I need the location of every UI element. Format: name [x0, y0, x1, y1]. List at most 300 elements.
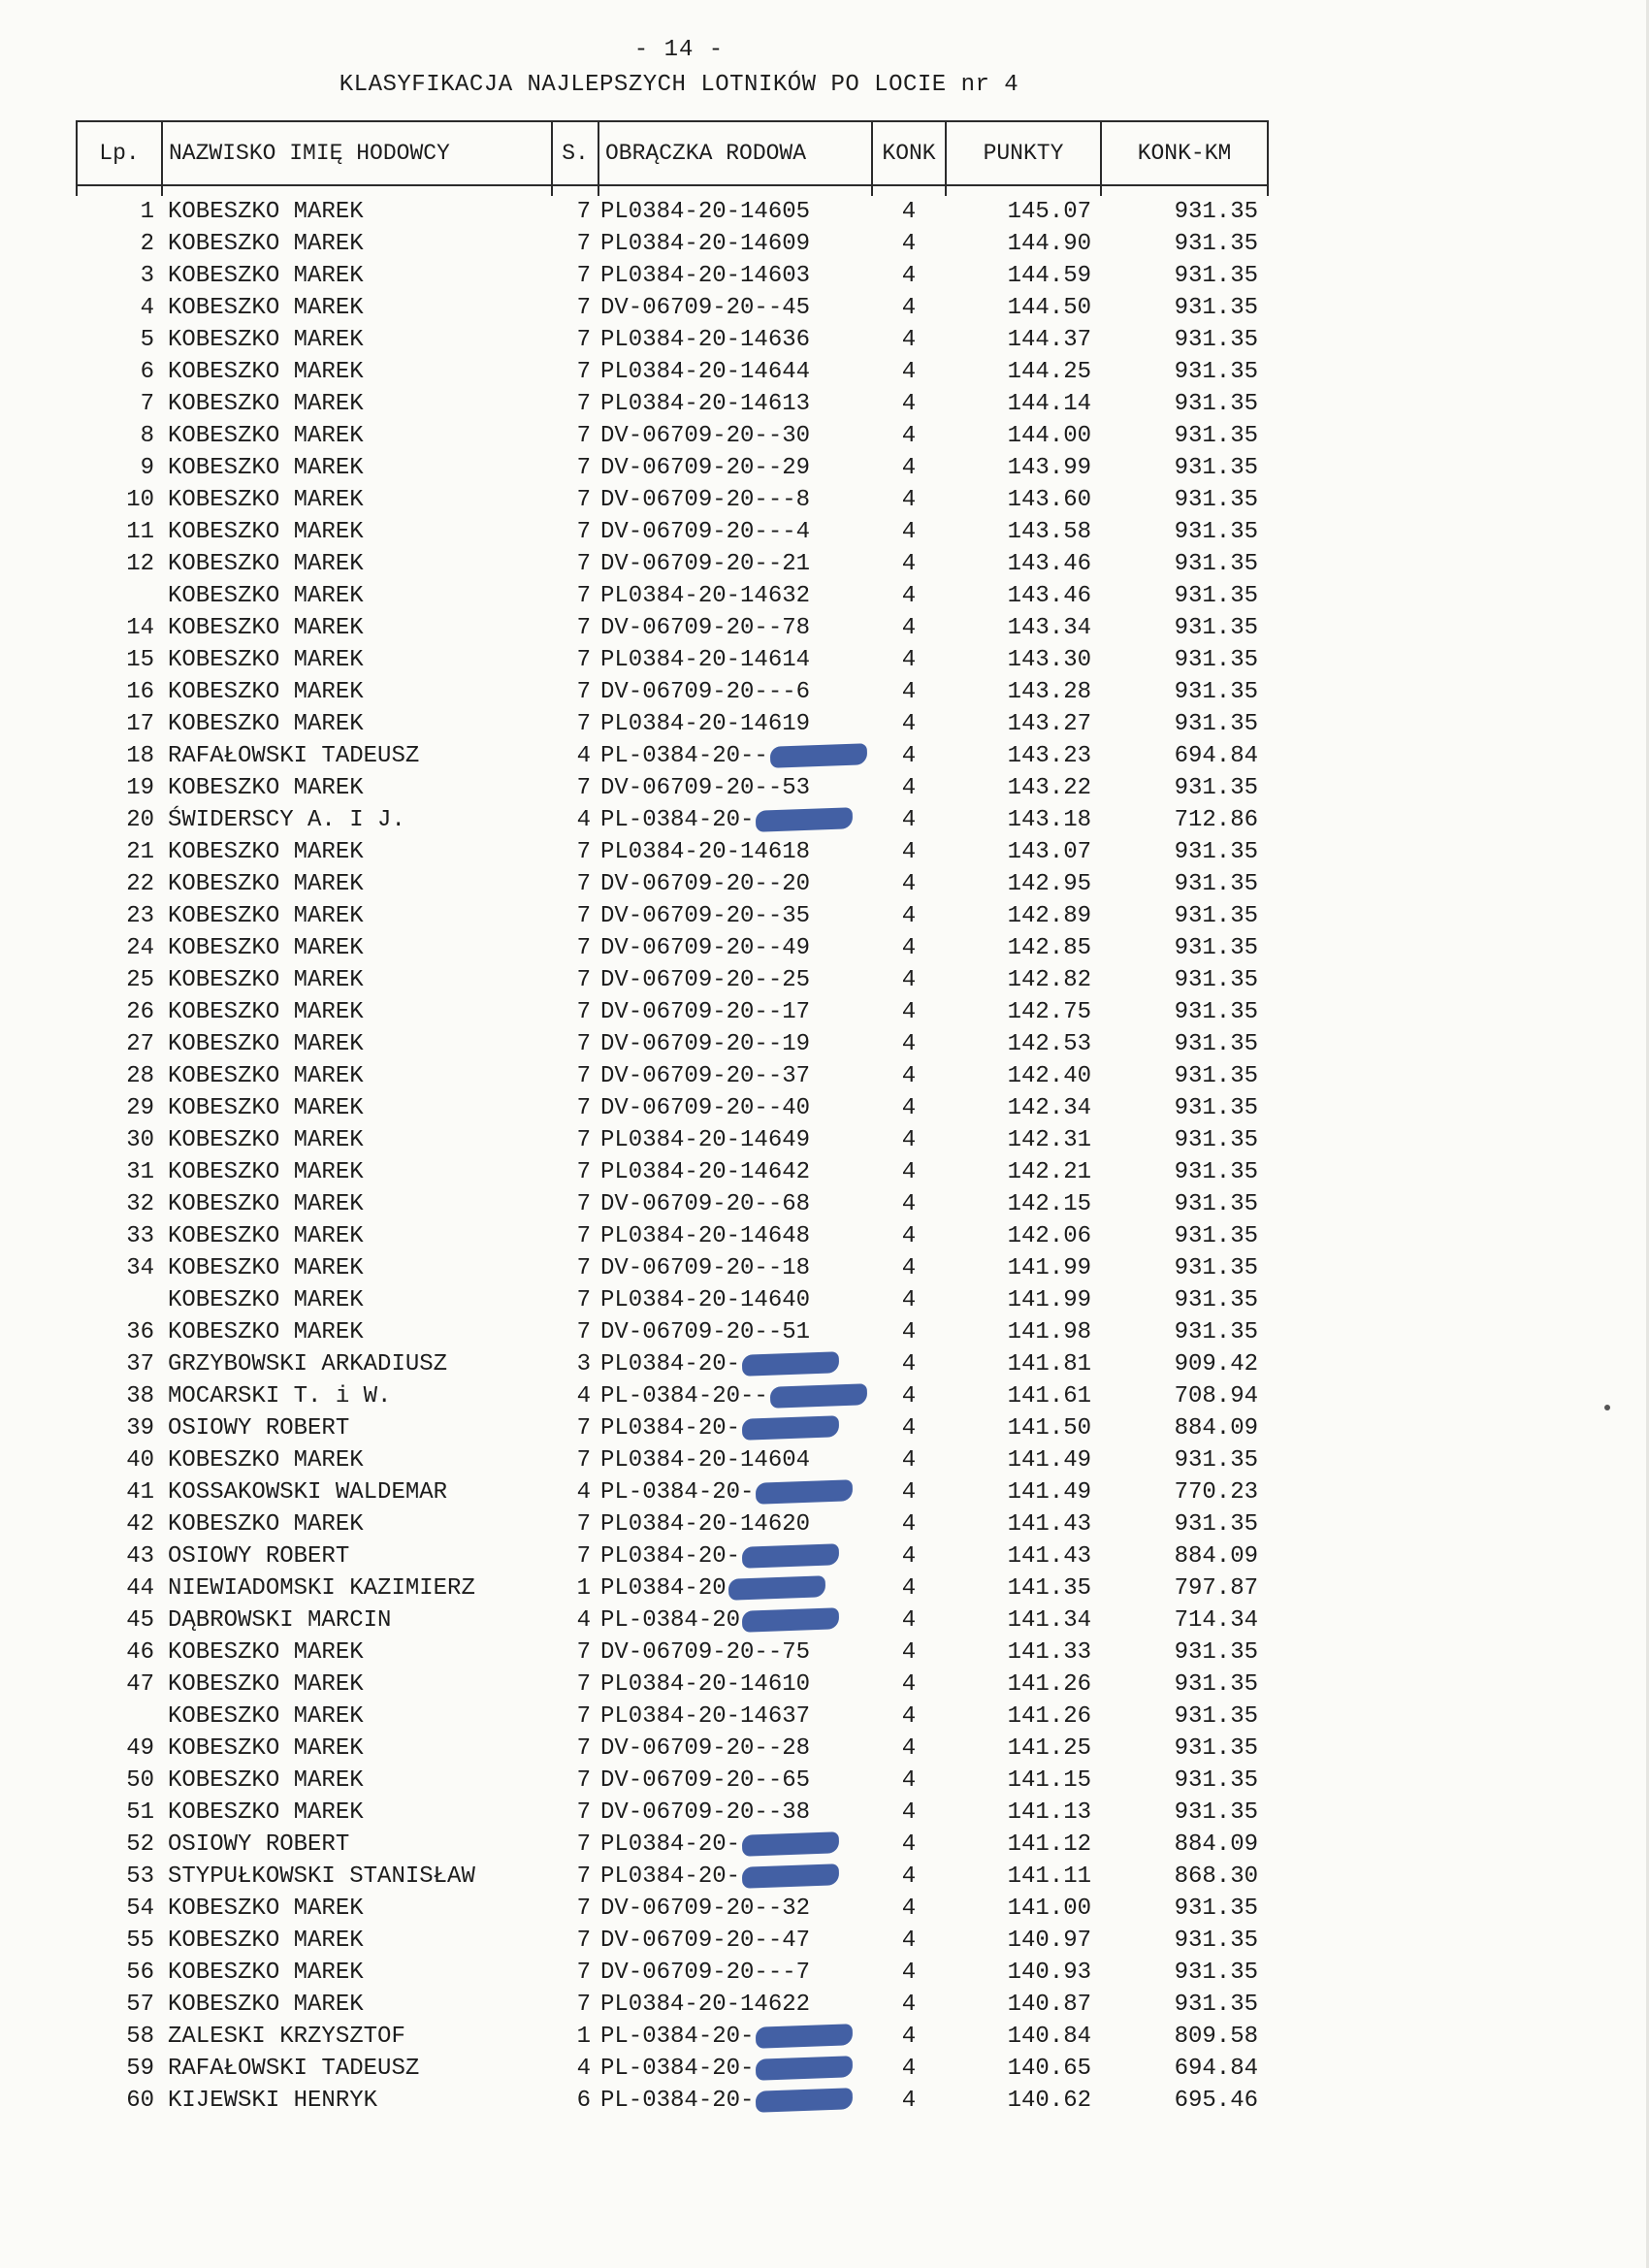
cell-points: 141.61: [1007, 1383, 1091, 1409]
cell-ring-number: [598, 676, 872, 708]
cell-lp: 9: [140, 455, 154, 481]
cell-section: 7: [576, 1767, 591, 1794]
cell-section: 7: [576, 615, 591, 641]
cell-breeder-name: KOBESZKO MAREK: [168, 1447, 364, 1474]
cell-ring-number: [598, 1829, 872, 1861]
cell-lp: 40: [126, 1447, 154, 1474]
cell-konk: 4: [901, 903, 917, 929]
cell-ring-number: [598, 1316, 872, 1348]
cell-konk: 4: [901, 1639, 917, 1666]
ring-text: DV-06709-20--18: [600, 1255, 811, 1281]
cell-points: 141.00: [1007, 1895, 1091, 1922]
ring-text: PL0384-20-14609: [600, 231, 811, 257]
cell-konk-km: 884.09: [1174, 1415, 1258, 1442]
cell-konk: 4: [901, 231, 917, 257]
table-row: [77, 804, 1268, 836]
cell-konk: 4: [901, 1319, 917, 1345]
cell-konk-km: 931.35: [1174, 423, 1258, 449]
cell-breeder-name: STYPUŁKOWSKI STANISŁAW: [168, 1863, 475, 1890]
cell-konk: 4: [901, 1831, 917, 1858]
cell-section: 7: [576, 1799, 591, 1826]
cell-breeder-name: KOBESZKO MAREK: [168, 295, 364, 321]
cell-konk-km: 931.35: [1174, 391, 1258, 417]
cell-konk: 4: [901, 455, 917, 481]
cell-konk: 4: [901, 999, 917, 1025]
cell-konk: 4: [901, 647, 917, 673]
cell-lp: 22: [126, 871, 154, 897]
cell-lp: 10: [126, 487, 154, 513]
cell-ring-number: [598, 1252, 872, 1284]
cell-section: 7: [576, 871, 591, 897]
cell-points: 141.33: [1007, 1639, 1091, 1666]
cell-konk: 4: [901, 1767, 917, 1794]
cell-lp: 56: [126, 1960, 154, 1986]
cell-konk: 4: [901, 1607, 917, 1634]
cell-lp: 5: [140, 327, 154, 353]
cell-ring-number: [598, 932, 872, 964]
cell-section: 7: [576, 359, 591, 385]
cell-breeder-name: KOBESZKO MAREK: [168, 1159, 364, 1185]
cell-points: 141.50: [1007, 1415, 1091, 1442]
column-header-lp: Lp.: [77, 121, 162, 185]
cell-ring-number: [598, 1508, 872, 1540]
ring-text: PL0384-20-14610: [600, 1671, 811, 1698]
cell-points: 142.40: [1007, 1063, 1091, 1089]
cell-points: 142.15: [1007, 1191, 1091, 1217]
table-row: [77, 1829, 1268, 1861]
cell-lp: 55: [126, 1928, 154, 1954]
cell-ring-number: [598, 196, 872, 228]
cell-ring-number: [598, 388, 872, 420]
cell-konk-km: 931.35: [1174, 999, 1258, 1025]
cell-section: 7: [576, 1159, 591, 1185]
cell-konk: 4: [901, 1351, 917, 1377]
cell-points: 141.12: [1007, 1831, 1091, 1858]
ring-text: DV-06709-20--47: [600, 1928, 811, 1954]
table-row: [77, 452, 1268, 484]
ring-text: PL0384-20-14613: [600, 391, 811, 417]
cell-ring-number: [598, 1220, 872, 1252]
cell-konk-km: 931.35: [1174, 1799, 1258, 1826]
cell-section: 7: [576, 1223, 591, 1249]
cell-section: 7: [576, 263, 591, 289]
cell-lp: 31: [126, 1159, 154, 1185]
cell-konk: 4: [901, 935, 917, 961]
cell-lp: 3: [140, 263, 154, 289]
ring-text: DV-06709-20--45: [600, 295, 811, 321]
cell-konk: 4: [901, 263, 917, 289]
cell-konk-km: 695.46: [1174, 2088, 1258, 2114]
cell-konk-km: 931.35: [1174, 487, 1258, 513]
cell-konk: 4: [901, 1095, 917, 1121]
cell-breeder-name: KOSSAKOWSKI WALDEMAR: [168, 1479, 448, 1506]
cell-points: 142.89: [1007, 903, 1091, 929]
cell-points: 143.28: [1007, 679, 1091, 705]
cell-konk-km: 931.35: [1174, 1960, 1258, 1986]
ring-text: PL0384-20-14614: [600, 647, 811, 673]
cell-konk-km: 694.84: [1174, 2056, 1258, 2082]
cell-konk: 4: [901, 775, 917, 801]
table-row: [77, 1348, 1268, 1380]
cell-konk: 4: [901, 743, 917, 769]
cell-konk: 4: [901, 1671, 917, 1698]
cell-ring-number: [598, 1604, 872, 1636]
cell-breeder-name: KOBESZKO MAREK: [168, 199, 364, 225]
ring-text: PL-0384-20--: [600, 743, 768, 769]
cell-section: 7: [576, 1127, 591, 1153]
cell-lp: 7: [140, 391, 154, 417]
cell-ring-number: [598, 2053, 872, 2085]
cell-ring-number: [598, 1188, 872, 1220]
cell-konk-km: 931.35: [1174, 1639, 1258, 1666]
cell-points: 142.31: [1007, 1127, 1091, 1153]
cell-breeder-name: KOBESZKO MAREK: [168, 967, 364, 993]
cell-konk-km: 931.35: [1174, 1319, 1258, 1345]
ring-text: PL0384-20-14619: [600, 711, 811, 737]
cell-breeder-name: KOBESZKO MAREK: [168, 583, 364, 609]
cell-breeder-name: KOBESZKO MAREK: [168, 647, 364, 673]
cell-konk: 4: [901, 1863, 917, 1890]
cell-lp: 26: [126, 999, 154, 1025]
cell-lp: 41: [126, 1479, 154, 1506]
page-number: - 14 -: [633, 37, 725, 63]
cell-ring-number: [598, 772, 872, 804]
cell-breeder-name: KOBESZKO MAREK: [168, 1671, 364, 1698]
cell-konk-km: 931.35: [1174, 1928, 1258, 1954]
table-row: [77, 196, 1268, 228]
cell-konk: 4: [901, 2088, 917, 2114]
cell-section: 4: [576, 1383, 591, 1409]
table-row: [77, 1444, 1268, 1476]
ring-text: DV-06709-20--40: [600, 1095, 811, 1121]
cell-breeder-name: KOBESZKO MAREK: [168, 1031, 364, 1057]
cell-points: 143.18: [1007, 807, 1091, 833]
cell-ring-number: [598, 292, 872, 324]
cell-points: 140.84: [1007, 2024, 1091, 2050]
redaction-marker: [756, 807, 854, 831]
table-row: [77, 1284, 1268, 1316]
cell-konk-km: 931.35: [1174, 1511, 1258, 1538]
cell-ring-number: [598, 452, 872, 484]
document-title: KLASYFIKACJA NAJLEPSZYCH LOTNIKÓW PO LOCIE nr 4: [339, 72, 1019, 98]
table-row: [77, 1925, 1268, 1957]
cell-lp: 4: [140, 295, 154, 321]
column-header-konk: KONK: [872, 121, 946, 185]
cell-lp: 58: [126, 2024, 154, 2050]
cell-points: 140.93: [1007, 1960, 1091, 1986]
cell-points: 140.65: [1007, 2056, 1091, 2082]
cell-breeder-name: MOCARSKI T. i W.: [168, 1383, 392, 1409]
cell-konk: 4: [901, 487, 917, 513]
cell-konk: 4: [901, 679, 917, 705]
cell-points: 144.50: [1007, 295, 1091, 321]
cell-breeder-name: OSIOWY ROBERT: [168, 1415, 350, 1442]
table-row: [77, 1604, 1268, 1636]
cell-konk: 4: [901, 359, 917, 385]
cell-ring-number: [598, 228, 872, 260]
cell-lp: 50: [126, 1767, 154, 1794]
cell-ring-number: [598, 1476, 872, 1508]
table-row: [77, 1188, 1268, 1220]
cell-lp: 59: [126, 2056, 154, 2082]
table-row: [77, 1572, 1268, 1604]
ring-text: DV-06709-20--32: [600, 1895, 811, 1922]
cell-points: 145.07: [1007, 199, 1091, 225]
cell-konk-km: 909.42: [1174, 1351, 1258, 1377]
cell-points: 143.46: [1007, 583, 1091, 609]
cell-ring-number: [598, 1701, 872, 1733]
ring-text: PL0384-20-14636: [600, 327, 811, 353]
cell-points: 141.49: [1007, 1479, 1091, 1506]
cell-lp: 33: [126, 1223, 154, 1249]
cell-lp: 36: [126, 1319, 154, 1345]
cell-konk: 4: [901, 1063, 917, 1089]
table-row: [77, 356, 1268, 388]
cell-ring-number: [598, 1957, 872, 1989]
ring-text: DV-06709-20--20: [600, 871, 811, 897]
cell-lp: 14: [126, 615, 154, 641]
cell-konk: 4: [901, 1479, 917, 1506]
ring-text: PL-0384-20--: [600, 1383, 768, 1409]
cell-points: 141.11: [1007, 1863, 1091, 1890]
ring-text: DV-06709-20--29: [600, 455, 811, 481]
cell-section: 7: [576, 1543, 591, 1570]
cell-ring-number: [598, 1765, 872, 1797]
header-ticks: [77, 185, 1268, 196]
table-row: [77, 708, 1268, 740]
cell-konk-km: 931.35: [1174, 519, 1258, 545]
redaction-marker: [742, 1863, 840, 1888]
column-header-name: NAZWISKO IMIĘ HODOWCY: [162, 121, 552, 185]
ring-text: DV-06709-20--38: [600, 1799, 811, 1826]
cell-konk: 4: [901, 1543, 917, 1570]
cell-section: 7: [576, 967, 591, 993]
cell-konk-km: 931.35: [1174, 327, 1258, 353]
cell-konk: 4: [901, 615, 917, 641]
cell-breeder-name: OSIOWY ROBERT: [168, 1543, 350, 1570]
redaction-marker: [742, 1351, 840, 1376]
cell-points: 140.62: [1007, 2088, 1091, 2114]
cell-breeder-name: KOBESZKO MAREK: [168, 679, 364, 705]
cell-points: 142.95: [1007, 871, 1091, 897]
cell-breeder-name: KOBESZKO MAREK: [168, 1511, 364, 1538]
cell-konk-km: 931.35: [1174, 1287, 1258, 1313]
cell-lp: 39: [126, 1415, 154, 1442]
cell-breeder-name: KOBESZKO MAREK: [168, 1703, 364, 1730]
cell-points: 141.35: [1007, 1575, 1091, 1602]
table-row: [77, 1861, 1268, 1893]
table-row: [77, 612, 1268, 644]
table-row: [77, 1156, 1268, 1188]
ring-text: DV-06709-20--37: [600, 1063, 811, 1089]
cell-section: 4: [576, 743, 591, 769]
redaction-marker: [756, 2024, 854, 2048]
cell-konk: 4: [901, 1415, 917, 1442]
cell-breeder-name: KOBESZKO MAREK: [168, 711, 364, 737]
cell-konk: 4: [901, 1799, 917, 1826]
cell-section: 7: [576, 295, 591, 321]
cell-ring-number: [598, 1893, 872, 1925]
table-row: [77, 1636, 1268, 1669]
cell-konk-km: 931.35: [1174, 551, 1258, 577]
cell-points: 141.49: [1007, 1447, 1091, 1474]
cell-lp: 17: [126, 711, 154, 737]
cell-section: 6: [576, 2088, 591, 2114]
cell-ring-number: [598, 996, 872, 1028]
ring-text: DV-06709-20--78: [600, 615, 811, 641]
cell-konk-km: 931.35: [1174, 1735, 1258, 1762]
cell-konk: 4: [901, 583, 917, 609]
cell-konk: 4: [901, 1511, 917, 1538]
table-row: [77, 836, 1268, 868]
cell-lp: 23: [126, 903, 154, 929]
cell-breeder-name: KOBESZKO MAREK: [168, 935, 364, 961]
ring-text: PL0384-20-14618: [600, 839, 811, 865]
ring-text: DV-06709-20---8: [600, 487, 811, 513]
column-header-points: PUNKTY: [946, 121, 1101, 185]
ring-text: DV-06709-20---7: [600, 1960, 811, 1986]
ring-text: PL0384-20-14649: [600, 1127, 811, 1153]
cell-section: 7: [576, 327, 591, 353]
cell-lp: 28: [126, 1063, 154, 1089]
cell-section: 7: [576, 999, 591, 1025]
cell-konk-km: 931.35: [1174, 647, 1258, 673]
cell-points: 141.99: [1007, 1287, 1091, 1313]
cell-points: 141.13: [1007, 1799, 1091, 1826]
cell-points: 143.34: [1007, 615, 1091, 641]
cell-lp: 24: [126, 935, 154, 961]
cell-breeder-name: KOBESZKO MAREK: [168, 1063, 364, 1089]
cell-lp: 32: [126, 1191, 154, 1217]
cell-ring-number: [598, 2085, 872, 2117]
cell-section: 3: [576, 1351, 591, 1377]
cell-breeder-name: KIJEWSKI HENRYK: [168, 2088, 378, 2114]
table-row: [77, 1476, 1268, 1508]
table-row: [77, 932, 1268, 964]
cell-ring-number: [598, 1028, 872, 1060]
cell-konk-km: 868.30: [1174, 1863, 1258, 1890]
cell-points: 141.43: [1007, 1543, 1091, 1570]
cell-section: 7: [576, 1639, 591, 1666]
cell-section: 7: [576, 1831, 591, 1858]
cell-ring-number: [598, 1572, 872, 1604]
cell-konk-km: 712.86: [1174, 807, 1258, 833]
cell-konk: 4: [901, 1159, 917, 1185]
cell-konk: 4: [901, 1575, 917, 1602]
cell-konk: 4: [901, 391, 917, 417]
ring-text: PL0384-20-: [600, 1863, 741, 1890]
cell-points: 143.22: [1007, 775, 1091, 801]
cell-section: 7: [576, 1895, 591, 1922]
table-row: [77, 1893, 1268, 1925]
cell-konk-km: 931.35: [1174, 1063, 1258, 1089]
cell-breeder-name: KOBESZKO MAREK: [168, 263, 364, 289]
cell-konk: 4: [901, 1031, 917, 1057]
ring-text: DV-06709-20--51: [600, 1319, 811, 1345]
table-row: [77, 900, 1268, 932]
cell-konk-km: 931.35: [1174, 455, 1258, 481]
table-row: [77, 1540, 1268, 1572]
cell-lp: 38: [126, 1383, 154, 1409]
cell-breeder-name: KOBESZKO MAREK: [168, 1095, 364, 1121]
cell-lp: 15: [126, 647, 154, 673]
cell-section: 7: [576, 455, 591, 481]
cell-points: 144.00: [1007, 423, 1091, 449]
ring-text: PL0384-20-14605: [600, 199, 811, 225]
cell-konk: 4: [901, 295, 917, 321]
cell-section: 7: [576, 1671, 591, 1698]
ring-text: PL0384-20-14640: [600, 1287, 811, 1313]
cell-lp: 42: [126, 1511, 154, 1538]
cell-breeder-name: ZALESKI KRZYSZTOF: [168, 2024, 405, 2050]
cell-breeder-name: KOBESZKO MAREK: [168, 1223, 364, 1249]
cell-points: 143.23: [1007, 743, 1091, 769]
cell-breeder-name: KOBESZKO MAREK: [168, 487, 364, 513]
cell-ring-number: [598, 484, 872, 516]
table-row: [77, 292, 1268, 324]
ring-text: DV-06709-20---4: [600, 519, 811, 545]
cell-ring-number: [598, 900, 872, 932]
cell-breeder-name: KOBESZKO MAREK: [168, 423, 364, 449]
table-row: [77, 1989, 1268, 2021]
table-row: [77, 1252, 1268, 1284]
cell-breeder-name: KOBESZKO MAREK: [168, 615, 364, 641]
cell-ring-number: [598, 356, 872, 388]
cell-points: 144.37: [1007, 327, 1091, 353]
cell-breeder-name: KOBESZKO MAREK: [168, 1735, 364, 1762]
cell-points: 142.53: [1007, 1031, 1091, 1057]
cell-section: 7: [576, 1095, 591, 1121]
cell-ring-number: [598, 1380, 872, 1412]
ring-text: PL0384-20-14632: [600, 583, 811, 609]
column-header-s: S.: [552, 121, 598, 185]
cell-breeder-name: KOBESZKO MAREK: [168, 519, 364, 545]
cell-konk-km: 931.35: [1174, 263, 1258, 289]
cell-breeder-name: KOBESZKO MAREK: [168, 1191, 364, 1217]
cell-lp: 45: [126, 1607, 154, 1634]
cell-konk: 4: [901, 2056, 917, 2082]
table-body: [77, 196, 1268, 2117]
table-header: [77, 121, 1268, 185]
cell-points: 141.26: [1007, 1671, 1091, 1698]
table-row: [77, 580, 1268, 612]
cell-konk-km: 931.35: [1174, 295, 1258, 321]
ring-text: PL0384-20-: [600, 1351, 741, 1377]
ring-text: DV-06709-20--35: [600, 903, 811, 929]
cell-konk: 4: [901, 1383, 917, 1409]
cell-section: 7: [576, 647, 591, 673]
cell-ring-number: [598, 2021, 872, 2053]
cell-lp: 34: [126, 1255, 154, 1281]
table-row: [77, 2021, 1268, 2053]
cell-konk-km: 931.35: [1174, 871, 1258, 897]
table-row: [77, 260, 1268, 292]
cell-breeder-name: KOBESZKO MAREK: [168, 903, 364, 929]
cell-section: 7: [576, 679, 591, 705]
cell-points: 141.43: [1007, 1511, 1091, 1538]
cell-konk-km: 931.35: [1174, 583, 1258, 609]
cell-points: 143.07: [1007, 839, 1091, 865]
cell-lp: 16: [126, 679, 154, 705]
cell-breeder-name: KOBESZKO MAREK: [168, 391, 364, 417]
cell-section: 7: [576, 1063, 591, 1089]
cell-konk-km: 931.35: [1174, 1223, 1258, 1249]
cell-lp: 18: [126, 743, 154, 769]
ring-text: PL0384-20-14648: [600, 1223, 811, 1249]
cell-points: 142.85: [1007, 935, 1091, 961]
cell-ring-number: [598, 1925, 872, 1957]
paper-speck: [1604, 1405, 1610, 1410]
